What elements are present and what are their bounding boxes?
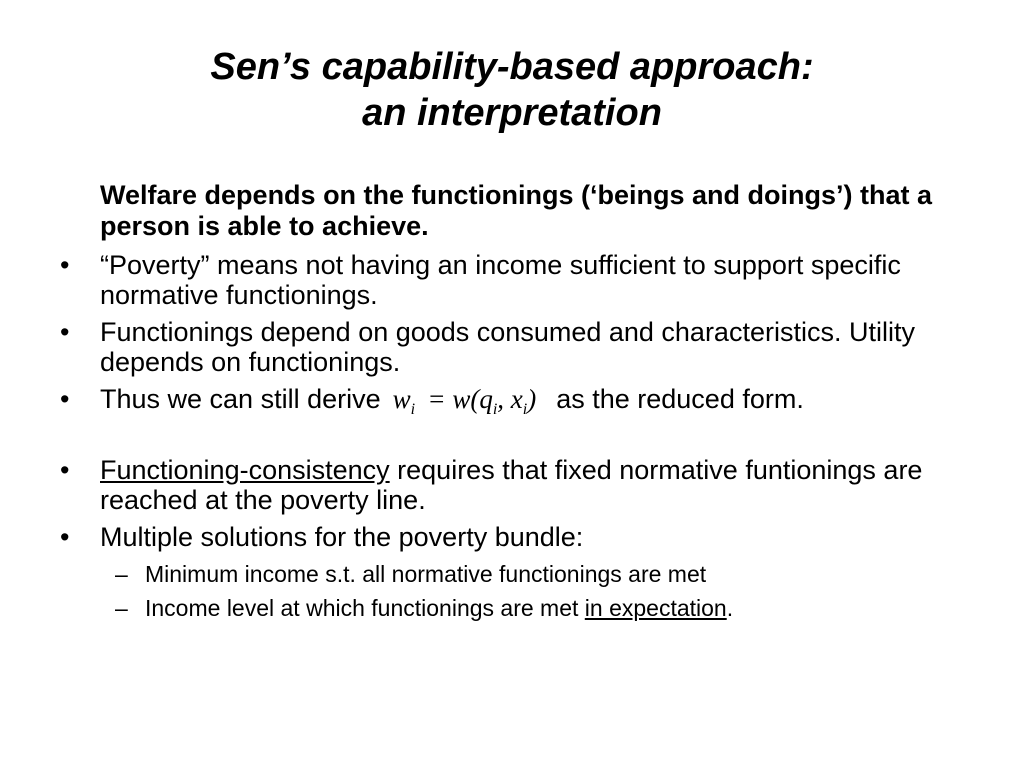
sub-bullet-text-before: Income level at which functionings are met [145,595,585,621]
underlined-term: in expectation [584,595,727,621]
sub-bullet-list [60,559,960,623]
formula-lhs-sub: i [410,401,416,418]
bullet-reduced-form [60,384,960,418]
formula-rhs-sub2: i [522,401,528,418]
formula-rhs-mid: , x [497,384,523,414]
title-line-1: Sen’s capability-based approach: [210,46,814,88]
formula-equals: = [429,384,445,414]
formula-rhs-post: ) [527,384,537,414]
sub-bullet-income-level [60,593,960,623]
reduced-form-formula [392,384,537,418]
sub-bullet-text-after: . [726,595,734,621]
spacer [60,421,960,455]
slide-title [0,44,1024,136]
bullet-text: requires that fixed normative funtionings are reached at the poverty line. [100,455,923,515]
bullet-marker: • [60,384,70,414]
bullet-marker: • [60,455,70,485]
slide-body [60,180,960,627]
bullet-functioning-consistency [60,455,960,515]
sub-bullet-minimum-income [60,559,960,589]
bullet-marker: • [60,522,70,552]
bullet-functionings [60,317,960,377]
title-line-2: an interpretation [362,92,662,134]
dash-marker: – [115,595,128,621]
bullet-text: Multiple solutions for the poverty bundle: [100,522,584,552]
bullet-text-after: as the reduced form. [556,384,804,414]
formula-rhs-pre: w(q [452,384,493,414]
bullet-poverty-definition [60,250,960,310]
sub-bullet-text: Minimum income s.t. all normative functionings are met [145,561,707,587]
bullet-text: “Poverty” means not having an income sufficient to support specific normative functionings. [100,250,901,310]
bullet-marker: • [60,250,70,280]
dash-marker: – [115,561,128,587]
formula-rhs-sub1: i [492,401,498,418]
bullet-multiple-solutions [60,522,960,552]
underlined-term: Functioning-consistency [100,455,390,485]
formula-lhs: w [392,384,411,414]
bullet-text: Functionings depend on goods consumed and characteristics. Utility depends on functionings. [100,317,915,377]
lead-statement: Welfare depends on the functionings (‘beings and doings’) that a person is able to achieve. [100,180,933,241]
bullet-marker: • [60,317,70,347]
bullet-text-before: Thus we can still derive [100,384,381,414]
